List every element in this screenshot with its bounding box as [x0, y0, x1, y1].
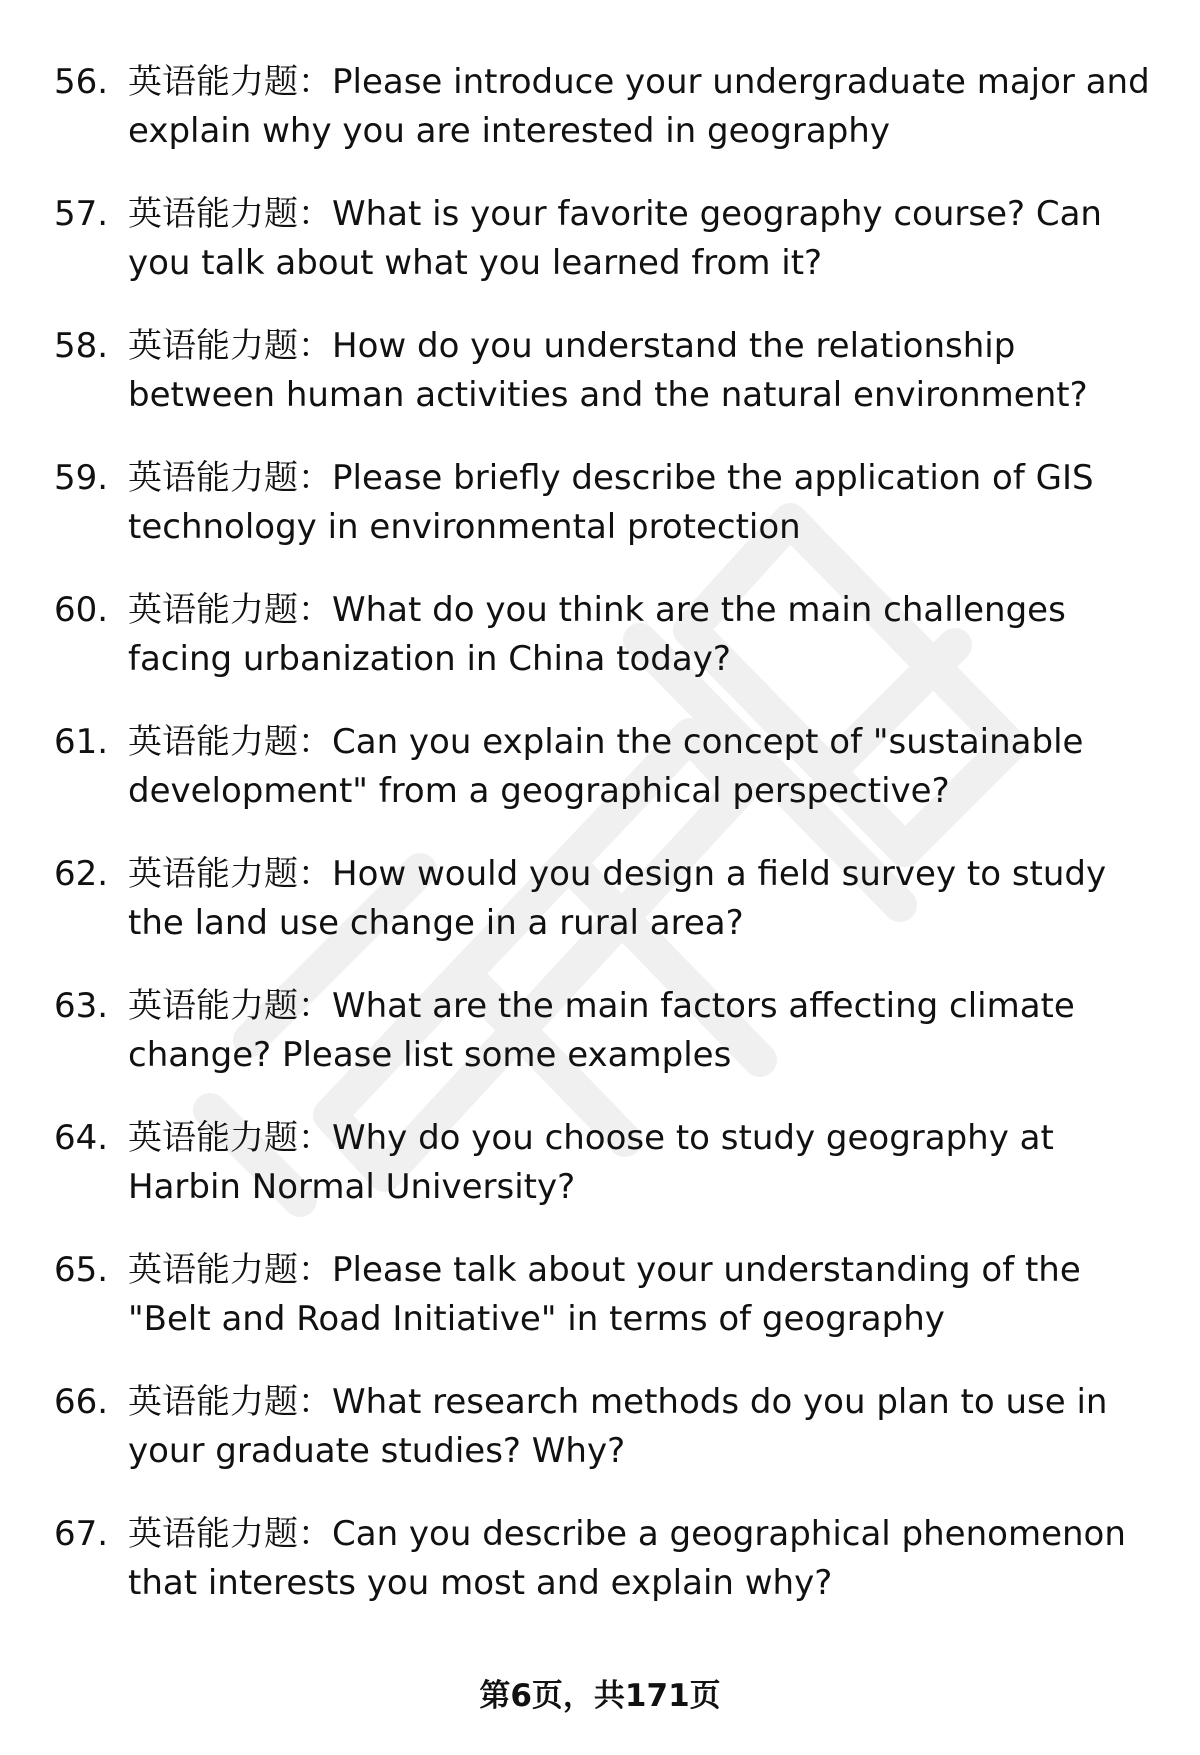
question-text: Can you explain the concept of "sustainable development" from a geographical perspective? — [128, 722, 1084, 811]
question-category-label: 英语能力题： — [128, 1514, 332, 1554]
question-number: 67. — [54, 1514, 109, 1554]
question-number: 62. — [54, 854, 109, 894]
question-item — [54, 454, 1164, 586]
question-text: Please introduce your undergraduate major and explain why you are interested in geography — [128, 62, 1150, 151]
question-item — [54, 718, 1164, 850]
question-text: How would you design a field survey to study the land use change in a rural area? — [128, 854, 1107, 943]
question-number: 60. — [54, 590, 109, 630]
question-category-label: 英语能力题： — [128, 722, 332, 762]
question-category-label: 英语能力题： — [128, 986, 332, 1026]
question-category-label: 英语能力题： — [128, 1118, 332, 1158]
question-text: What are the main factors affecting climate change? Please list some examples — [128, 986, 1075, 1075]
question-number: 56. — [54, 62, 109, 102]
question-item — [54, 1378, 1164, 1510]
question-item — [54, 322, 1164, 454]
question-category-label: 英语能力题： — [128, 590, 332, 630]
question-number: 61. — [54, 722, 109, 762]
question-item — [54, 1114, 1164, 1246]
question-body — [128, 58, 1164, 156]
question-item — [54, 586, 1164, 718]
question-body — [128, 850, 1164, 948]
question-number: 63. — [54, 986, 109, 1026]
question-body — [128, 1510, 1164, 1608]
question-text: Can you describe a geographical phenomenon that interests you most and explain why? — [128, 1514, 1126, 1603]
question-number: 57. — [54, 194, 109, 234]
question-item — [54, 190, 1164, 322]
question-number: 59. — [54, 458, 109, 498]
question-category-label: 英语能力题： — [128, 62, 332, 102]
question-category-label: 英语能力题： — [128, 194, 332, 234]
question-body — [128, 718, 1164, 816]
question-body — [128, 190, 1164, 288]
question-item — [54, 850, 1164, 982]
question-number: 65. — [54, 1250, 109, 1290]
question-text: What research methods do you plan to use in your graduate studies? Why? — [128, 1382, 1108, 1471]
question-category-label: 英语能力题： — [128, 458, 332, 498]
question-category-label: 英语能力题： — [128, 854, 332, 894]
question-body — [128, 1246, 1164, 1344]
question-category-label: 英语能力题： — [128, 1250, 332, 1290]
question-body — [128, 1114, 1164, 1212]
question-body — [128, 454, 1164, 552]
question-text: Please briefly describe the application of GIS technology in environmental protection — [128, 458, 1094, 547]
question-item — [54, 1246, 1164, 1378]
question-number: 64. — [54, 1118, 109, 1158]
question-body — [128, 586, 1164, 684]
question-text: Why do you choose to study geography at Harbin Normal University? — [128, 1118, 1054, 1207]
question-number: 66. — [54, 1382, 109, 1422]
question-category-label: 英语能力题： — [128, 1382, 332, 1422]
question-body — [128, 322, 1164, 420]
question-item — [54, 982, 1164, 1114]
question-text: What is your favorite geography course? Can you talk about what you learned from it? — [128, 194, 1102, 283]
question-category-label: 英语能力题： — [128, 326, 332, 366]
question-item — [54, 1510, 1164, 1642]
question-number: 58. — [54, 326, 109, 366]
question-body — [128, 982, 1164, 1080]
question-text: How do you understand the relationship between human activities and the natural environment? — [128, 326, 1088, 415]
question-list — [54, 58, 1164, 1642]
question-body — [128, 1378, 1164, 1476]
page-number-footer: 第6页，共171页 — [479, 1678, 721, 1714]
question-text: What do you think are the main challenges facing urbanization in China today? — [128, 590, 1066, 679]
question-text: Please talk about your understanding of the "Belt and Road Initiative" in terms of geography — [128, 1250, 1081, 1339]
question-item — [54, 58, 1164, 190]
